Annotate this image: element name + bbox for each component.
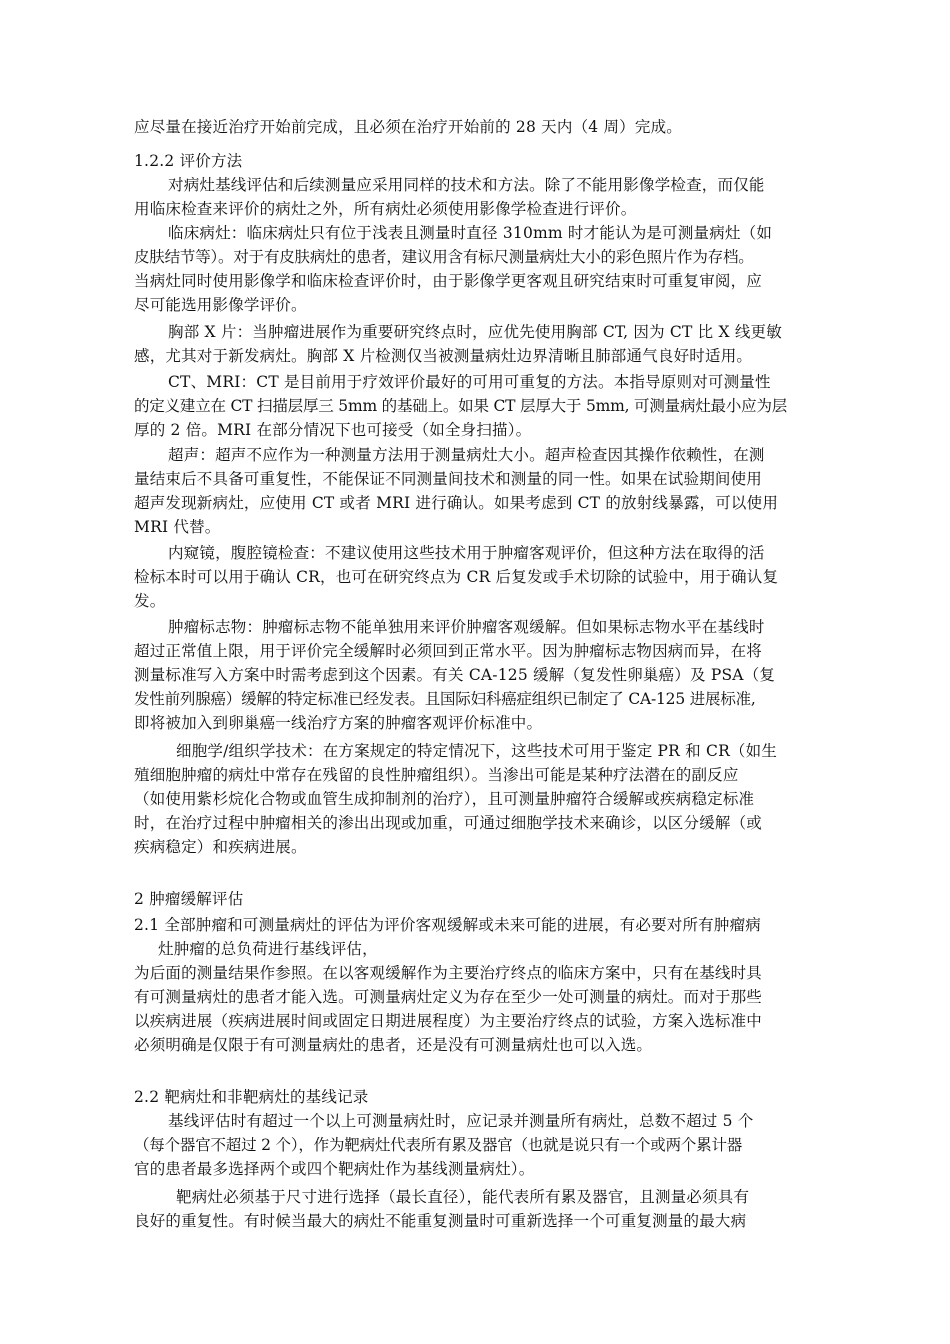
text-line: 临床病灶：临床病灶只有位于浅表且测量时直径 310mm 时才能认为是可测量病灶（如 — [168, 224, 773, 242]
numbered-item: 2.1 全部肿瘤和可测量病灶的评估为评价客观缓解或未来可能的进展，有必要对所有肿瘤病 — [134, 916, 761, 934]
text-line: 应尽量在接近治疗开始前完成，且必须在治疗开始前的 28 天内（4 周）完成。 — [134, 118, 682, 136]
section-heading: 2 肿瘤缓解评估 — [134, 890, 244, 908]
text-line: 细胞学/组织学技术：在方案规定的特定情况下，这些技术可用于鉴定 PR 和 CR（如生 — [176, 742, 778, 760]
text-line: MRI 代替。 — [134, 518, 221, 536]
text-line: 即将被加入到卵巢癌一线治疗方案的肿瘤客观评价标准中。 — [134, 714, 543, 732]
text-line: 为后面的测量结果作参照。在以客观缓解作为主要治疗终点的临床方案中，只有在基线时具 — [134, 964, 763, 982]
text-line: 感，尤其对于新发病灶。胸部 X 片检测仅当被测量病灶边界清晰且肺部通气良好时适用。 — [134, 347, 753, 365]
text-line: 用临床检查来评价的病灶之外，所有病灶必须使用影像学检查进行评价。 — [134, 200, 637, 218]
text-line: 灶肿瘤的总负荷进行基线评估， — [158, 940, 378, 958]
text-line: 良好的重复性。有时候当最大的病灶不能重复测量时可重新选择一个可重复测量的最大病 — [134, 1212, 747, 1230]
text-line: 官的患者最多选择两个或四个靶病灶作为基线测量病灶）。 — [134, 1160, 535, 1178]
text-line: 测量标准写入方案中时需考虑到这个因素。有关 CA-125 缓解（复发性卵巢癌）及 PSA（复 — [134, 666, 776, 684]
text-line: 内窥镜，腹腔镜检查：不建议使用这些技术用于肿瘤客观评价，但这种方法在取得的活 — [168, 544, 765, 562]
text-line: 检标本时可以用于确认 CR，也可在研究终点为 CR 后复发或手术切除的试验中，用于确认复 — [134, 568, 779, 586]
text-line: 对病灶基线评估和后续测量应采用同样的技术和方法。除了不能用影像学检查，而仅能 — [168, 176, 765, 194]
text-line: （如使用紫杉烷化合物或血管生成抑制剂的治疗），且可测量肿瘤符合缓解或疾病稳定标准 — [134, 790, 755, 808]
text-line: 殖细胞肿瘤的病灶中常存在残留的良性肿瘤组织）。当渗出可能是某种疗法潜在的副反应 — [134, 766, 739, 784]
text-line: 胸部 X 片：当肿瘤进展作为重要研究终点时，应优先使用胸部 CT, 因为 CT 比 X 线更敏 — [168, 323, 782, 341]
text-line: 超声：超声不应作为一种测量方法用于测量病灶大小。超声检查因其操作依赖性，在测 — [168, 446, 765, 464]
text-line: 时，在治疗过程中肿瘤相关的渗出出现或加重，可通过细胞学技术来确诊，以区分缓解（或 — [134, 814, 763, 832]
text-line: 的定义建立在 CT 扫描层厚三 5mm 的基础上。如果 CT 层厚大于 5mm, 可测量病灶最小应为层 — [134, 397, 788, 415]
text-line: 必须明确是仅限于有可测量病灶的患者，还是没有可测量病灶也可以入选。 — [134, 1036, 653, 1054]
text-line: 当病灶同时使用影像学和临床检查评价时，由于影像学更客观且研究结束时可重复审阅，应 — [134, 272, 763, 290]
text-line: 靶病灶必须基于尺寸进行选择（最长直径），能代表所有累及器官，且测量必须具有 — [176, 1188, 750, 1206]
text-line: 皮肤结节等）。对于有皮肤病灶的患者，建议用含有标尺测量病灶大小的彩色照片作为存档。 — [134, 248, 754, 266]
text-line: CT、MRI：CT 是目前用于疗效评价最好的可用可重复的方法。本指导原则对可测量性 — [168, 373, 771, 391]
text-line: 有可测量病灶的患者才能入选。可测量病灶定义为存在至少一处可测量的病灶。而对于那些 — [134, 988, 763, 1006]
numbered-heading: 2.2 靶病灶和非靶病灶的基线记录 — [134, 1088, 369, 1106]
text-line: 超声发现新病灶，应使用 CT 或者 MRI 进行确认。如果考虑到 CT 的放射线暴露，可以使用 — [134, 494, 779, 512]
text-line: 以疾病进展（疾病进展时间或固定日期进展程度）为主要治疗终点的试验，方案入选标准中 — [134, 1012, 763, 1030]
text-line: 肿瘤标志物：肿瘤标志物不能单独用来评价肿瘤客观缓解。但如果标志物水平在基线时 — [168, 618, 765, 636]
text-line: 发。 — [134, 592, 166, 610]
text-line: 尽可能选用影像学评价。 — [134, 296, 307, 314]
section-heading: 1.2.2 评价方法 — [134, 152, 243, 170]
text-line: 基线评估时有超过一个以上可测量病灶时，应记录并测量所有病灶，总数不超过 5 个 — [168, 1112, 754, 1130]
text-line: 发性前列腺癌）缓解的特定标准已经发表。且国际妇科癌症组织已制定了 CA-125 进展标准, — [134, 690, 756, 708]
text-line: （每个器官不超过 2 个），作为靶病灶代表所有累及器官（也就是说只有一个或两个累计器 — [134, 1136, 743, 1154]
text-line: 超过正常值上限，用于评价完全缓解时必须回到正常水平。因为肿瘤标志物因病而异，在将 — [134, 642, 763, 660]
text-line: 量结束后不具备可重复性，不能保证不同测量间技术和测量的同一性。如果在试验期间使用 — [134, 470, 763, 488]
text-line: 厚的 2 倍。MRI 在部分情况下也可接受（如全身扫描）。 — [134, 421, 532, 439]
text-line: 疾病稳定）和疾病进展。 — [134, 838, 307, 856]
